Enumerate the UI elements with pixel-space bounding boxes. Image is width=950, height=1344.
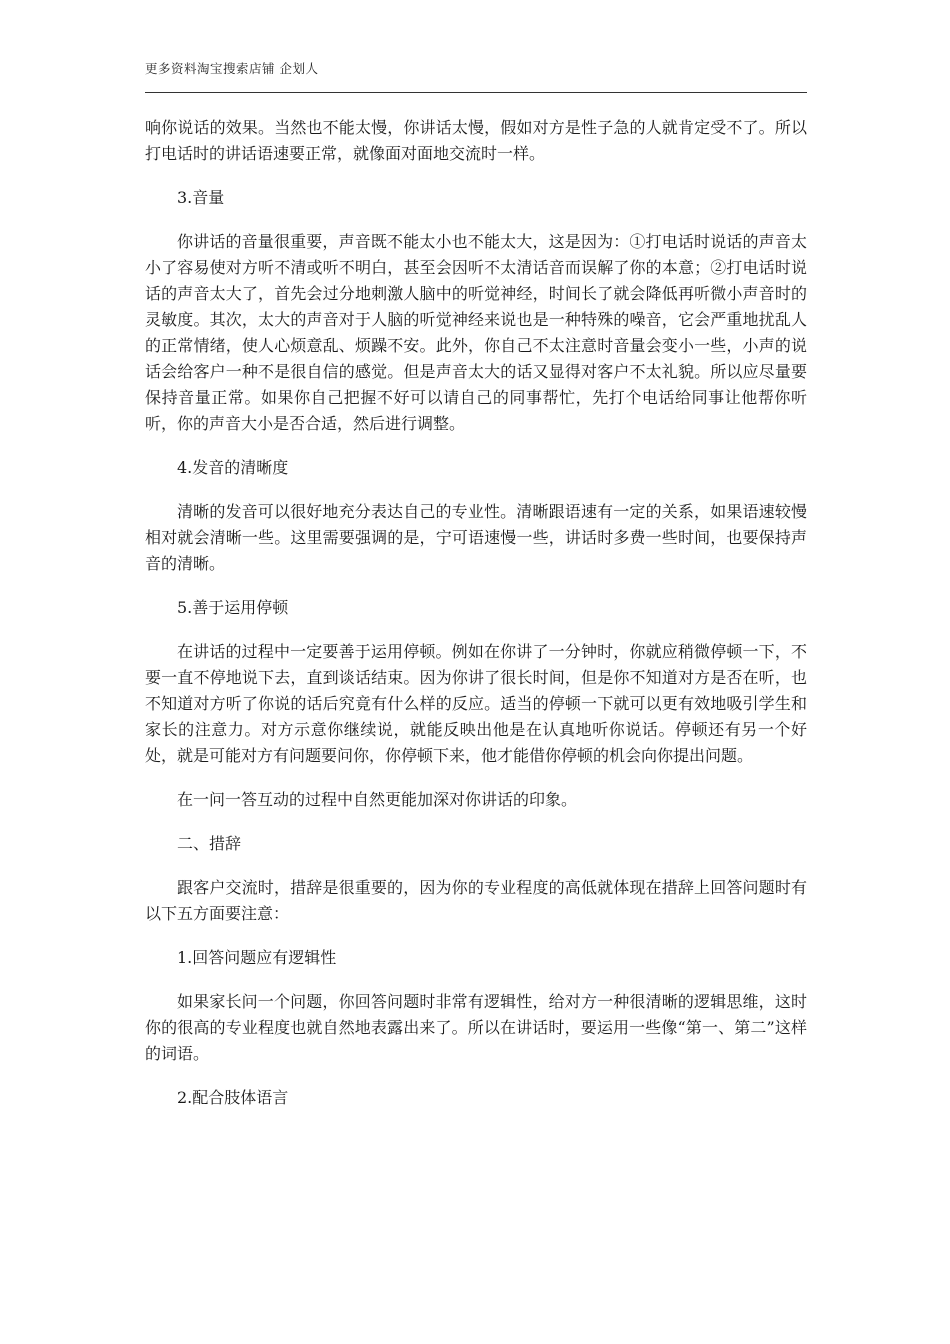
paragraph-continued: 响你说话的效果。当然也不能太慢，你讲话太慢，假如对方是性子急的人就肯定受不了。所以打电话时的讲话语速要正常，就像面对面地交流时一样。 bbox=[145, 118, 807, 163]
section-heading-wording: 二、措辞 bbox=[177, 834, 242, 853]
paragraph-pause: 在讲话的过程中一定要善于运用停顿。例如在你讲了一分钟时，你就应稍微停顿一下，不要一直不停地说下去，直到谈话结束。因为你讲了很长时间，但是你不知道对方是否在听，也不知道对方听了你说的话后究竟有什么样的反应。适当的停顿一下就可以更有效地吸引学生和家长的注意力。对方示意你继续说，就能反映出他是在认真地听你说话。停顿还有另一个好处，就是可能对方有问题要问你，你停顿下来，他才能借你停顿的机会向你提出问题。 bbox=[145, 642, 807, 765]
paragraph-interaction: 在一问一答互动的过程中自然更能加深对你讲话的印象。 bbox=[177, 790, 578, 809]
section-heading-body-language: 2.配合肢体语言 bbox=[177, 1088, 289, 1107]
document-page bbox=[145, 60, 807, 1129]
page-header: 更多资料淘宝搜索店铺 企划人 bbox=[145, 61, 319, 76]
paragraph-clarity: 清晰的发音可以很好地充分表达自己的专业性。清晰跟语速有一定的关系，如果语速较慢相对就会清晰一些。这里需要强调的是，宁可语速慢一些，讲话时多费一些时间，也要保持声音的清晰。 bbox=[145, 502, 807, 573]
section-heading-pause: 5.善于运用停顿 bbox=[177, 598, 289, 617]
paragraph-wording: 跟客户交流时，措辞是很重要的，因为你的专业程度的高低就体现在措辞上回答问题时有以下五方面要注意： bbox=[145, 878, 807, 923]
header-divider bbox=[145, 92, 807, 93]
section-heading-volume: 3.音量 bbox=[177, 188, 225, 207]
paragraph-volume: 你讲话的音量很重要，声音既不能太小也不能太大，这是因为：①打电话时说话的声音太小了容易使对方听不清或听不明白，甚至会因听不太清话音而误解了你的本意；②打电话时说话的声音太大了，首先会过分地刺激人脑中的听觉神经，时间长了就会降低再听微小声音时的灵敏度。其次，太大的声音对于人脑的听觉神经来说也是一种特殊的噪音，它会严重地扰乱人的正常情绪，使人心烦意乱、烦躁不安。此外，你自己不太注意时音量会变小一些，小声的说话会给客户一种不是很自信的感觉。但是声音太大的话又显得对客户不太礼貌。所以应尽量要保持音量正常。如果你自己把握不好可以请自己的同事帮忙，先打个电话给同事让他帮你听听，你的声音大小是否合适，然后进行调整。 bbox=[145, 232, 807, 433]
section-heading-clarity: 4.发音的清晰度 bbox=[177, 458, 289, 477]
section-heading-logic: 1.回答问题应有逻辑性 bbox=[177, 948, 337, 967]
document-body bbox=[145, 115, 807, 1111]
paragraph-logic: 如果家长问一个问题，你回答问题时非常有逻辑性，给对方一种很清晰的逻辑思维，这时你的很高的专业程度也就自然地表露出来了。所以在讲话时，要运用一些像“第一、第二”这样的词语。 bbox=[145, 992, 807, 1063]
